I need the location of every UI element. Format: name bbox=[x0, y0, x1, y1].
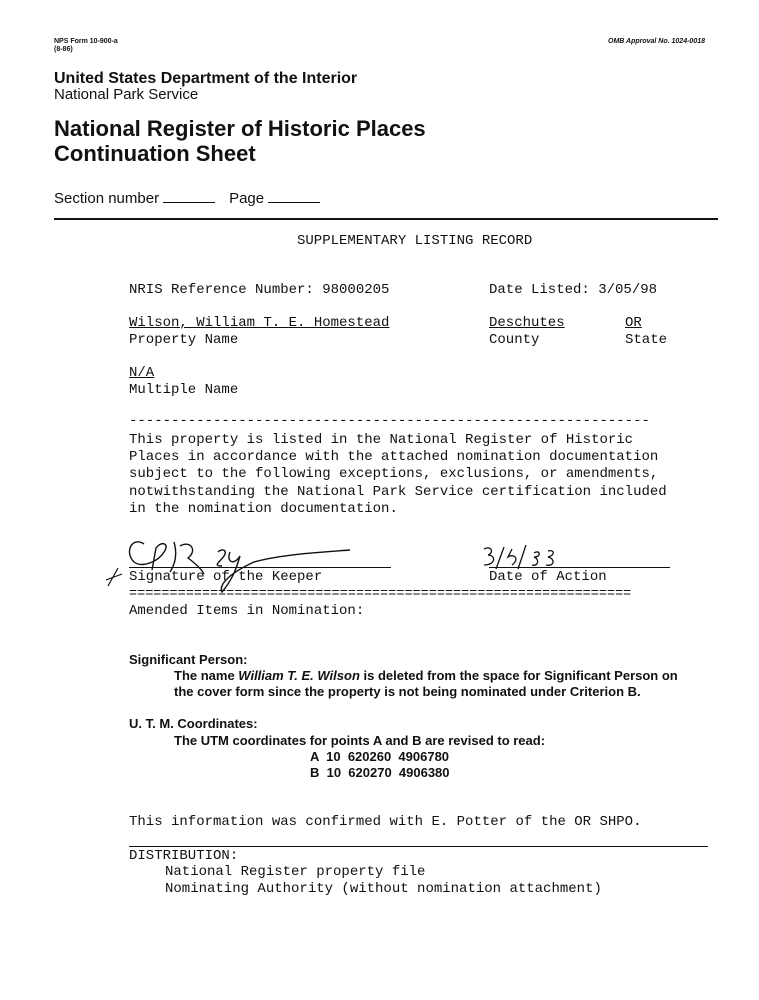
state-value: OR bbox=[625, 315, 642, 331]
form-date-text: (8-86) bbox=[54, 46, 73, 53]
utm-point-a: A 10 620260 4906780 bbox=[310, 749, 450, 764]
sig-text-pre: The name bbox=[174, 668, 239, 683]
page-subtitle: Continuation Sheet bbox=[54, 141, 256, 166]
date-line bbox=[489, 567, 670, 568]
county-value: Deschutes bbox=[489, 315, 565, 331]
page-label: Page bbox=[229, 190, 265, 207]
signature-line bbox=[129, 567, 391, 568]
department-name: United States Department of the Interior bbox=[54, 70, 358, 87]
multiple-name-label: Multiple Name bbox=[129, 382, 239, 398]
equals-separator: ============================================================== bbox=[129, 587, 632, 602]
nris-number: NRIS Reference Number: 98000205 bbox=[129, 282, 390, 298]
distribution-divider bbox=[129, 846, 708, 847]
significant-person-text-line2: the cover form since the property is not being nominated under Criterion B. bbox=[174, 684, 641, 699]
page-title: National Register of Historic Places bbox=[54, 116, 426, 141]
section-page-row bbox=[54, 190, 334, 207]
sig-text-post: is deleted from the space for Significant Person on bbox=[359, 668, 678, 683]
listing-statement: This property is listed in the National Register of Historic Places in accordance with the attached nomination documentation subject to the following exceptions, exclusions, or amendments, notwithstanding the National Park Service certification included in the nomination documentation. bbox=[129, 432, 667, 517]
distribution-item: Nominating Authority (without nomination attachment) bbox=[165, 881, 602, 897]
header-divider bbox=[54, 218, 718, 220]
utm-text: The UTM coordinates for points A and B are revised to read: bbox=[174, 733, 546, 748]
page-blank bbox=[268, 190, 320, 203]
confirmation-text: This information was confirmed with E. Potter of the OR SHPO. bbox=[129, 814, 642, 830]
utm-point-b: B 10 620270 4906380 bbox=[310, 765, 450, 780]
form-number bbox=[54, 38, 118, 54]
dash-separator: -------------------------------------------------------------- bbox=[129, 413, 650, 429]
multiple-name-value: N/A bbox=[129, 365, 155, 381]
county-label: County bbox=[489, 332, 540, 348]
state-label: State bbox=[625, 332, 668, 348]
service-name: National Park Service bbox=[54, 86, 199, 103]
date-of-action-label: Date of Action bbox=[489, 569, 607, 585]
utm-heading: U. T. M. Coordinates: bbox=[129, 716, 258, 731]
omb-approval: OMB Approval No. 1024-0018 bbox=[608, 38, 705, 45]
date-listed: Date Listed: 3/05/98 bbox=[489, 282, 658, 298]
distribution-item: National Register property file bbox=[165, 864, 426, 880]
signature-label: Signature of the Keeper bbox=[129, 569, 323, 585]
sig-person-name: William T. E. Wilson bbox=[238, 668, 360, 683]
property-name-label: Property Name bbox=[129, 332, 239, 348]
form-number-text: NPS Form 10-900-a bbox=[54, 38, 118, 45]
significant-person-heading: Significant Person: bbox=[129, 652, 248, 667]
section-number-blank bbox=[163, 190, 215, 203]
significant-person-text bbox=[174, 668, 678, 683]
record-heading: SUPPLEMENTARY LISTING RECORD bbox=[297, 233, 533, 249]
property-name-value: Wilson, William T. E. Homestead bbox=[129, 315, 390, 331]
section-number-label: Section number bbox=[54, 190, 160, 207]
amended-items-label: Amended Items in Nomination: bbox=[129, 603, 365, 619]
distribution-label: DISTRIBUTION: bbox=[129, 848, 239, 864]
